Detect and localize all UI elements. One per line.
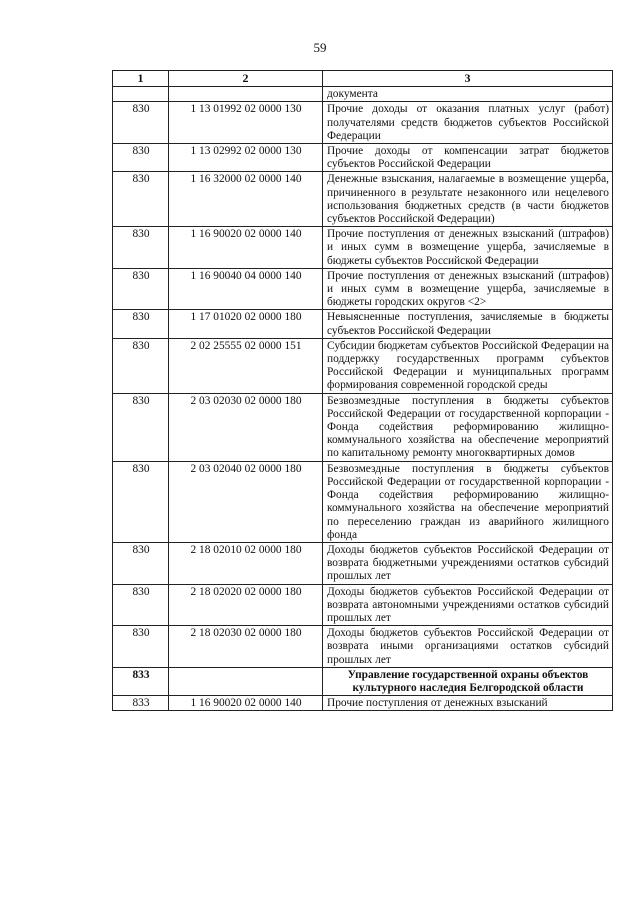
table-row [113,626,613,668]
budget-classification-code-cell: 2 18 02030 02 0000 180 [169,626,323,668]
revenue-description-cell: Доходы бюджетов субъектов Российской Федерации от возврата бюджетными учреждениями остатков субсидий прошлых лет [323,542,613,584]
page-number: 59 [313,40,327,55]
revenue-description-cell: Доходы бюджетов субъектов Российской Федерации от возврата иными организациями остатков субсидий прошлых лет [323,626,613,668]
budget-classification-code-cell: 1 13 02992 02 0000 130 [169,144,323,172]
budget-classification-code-cell [169,87,323,102]
admin-code-cell: 830 [113,268,169,310]
budget-classification-code-cell: 1 16 90040 04 0000 140 [169,268,323,310]
admin-code-cell: 830 [113,144,169,172]
revenue-description-cell: Невыясненные поступления, зачисляемые в бюджеты субъектов Российской Федерации [323,310,613,338]
budget-classification-code-cell: 2 18 02020 02 0000 180 [169,584,323,626]
table-row [113,87,613,102]
admin-code-cell: 830 [113,102,169,144]
table-row [113,584,613,626]
budget-classification-code-cell: 1 16 32000 02 0000 140 [169,172,323,227]
table-header-row [113,71,613,87]
table-row [113,542,613,584]
table-row [113,172,613,227]
revenue-description-cell: Прочие поступления от денежных взысканий [323,696,613,711]
revenue-description-cell: Управление государственной охраны объектов культурного наследия Белгородской области [323,667,613,695]
revenue-description-cell: Денежные взыскания, налагаемые в возмещение ущерба, причиненного в результате незаконного или нецелевого использования бюджетных средств (в части бюджетов субъектов Российской Федерации) [323,172,613,227]
revenue-description-cell: Доходы бюджетов субъектов Российской Федерации от возврата автономными учреждениями остатков субсидий прошлых лет [323,584,613,626]
table-row [113,102,613,144]
budget-classification-code-cell: 2 02 25555 02 0000 151 [169,338,323,393]
revenue-description-cell: Прочие доходы от оказания платных услуг (работ) получателями средств бюджетов субъектов Российской Федерации [323,102,613,144]
revenue-description-cell: Прочие поступления от денежных взысканий (штрафов) и иных сумм в возмещение ущерба, зачисляемые в бюджеты субъектов Российской Федерации [323,227,613,269]
revenue-codes-table [112,70,613,711]
table-row [113,338,613,393]
table-row [113,268,613,310]
table-row [113,461,613,542]
revenue-description-cell: Субсидии бюджетам субъектов Российской Федерации на поддержку государственных программ субъектов Российской Федерации и муниципальных программ формирования современной городской среды [323,338,613,393]
revenue-description-cell: Безвозмездные поступления в бюджеты субъектов Российской Федерации от государственной корпорации - Фонда содействия реформированию жилищно-коммунального хозяйства на обеспечение мероприятий по переселению граждан из аварийного жилищного фонда [323,461,613,542]
column-header-3: 3 [323,71,613,87]
column-header-2: 2 [169,71,323,87]
admin-code-cell: 833 [113,696,169,711]
admin-code-cell: 830 [113,227,169,269]
table-row [113,227,613,269]
budget-classification-code-cell [169,667,323,695]
budget-classification-code-cell: 2 03 02030 02 0000 180 [169,393,323,461]
table-row [113,310,613,338]
budget-classification-code-cell: 2 18 02010 02 0000 180 [169,542,323,584]
admin-code-cell: 833 [113,667,169,695]
table-row [113,696,613,711]
table-row [113,667,613,695]
admin-code-cell: 830 [113,393,169,461]
revenue-description-cell: Прочие поступления от денежных взысканий (штрафов) и иных сумм в возмещение ущерба, зачисляемые в бюджеты городских округов <2> [323,268,613,310]
admin-code-cell: 830 [113,172,169,227]
admin-code-cell: 830 [113,461,169,542]
budget-classification-code-cell: 1 13 01992 02 0000 130 [169,102,323,144]
admin-code-cell [113,87,169,102]
budget-classification-code-cell: 1 16 90020 02 0000 140 [169,696,323,711]
admin-code-cell: 830 [113,584,169,626]
admin-code-cell: 830 [113,542,169,584]
admin-code-cell: 830 [113,626,169,668]
admin-code-cell: 830 [113,338,169,393]
table-row [113,393,613,461]
revenue-description-cell: Безвозмездные поступления в бюджеты субъектов Российской Федерации от государственной корпорации - Фонда содействия реформированию жилищно-коммунального хозяйства на обеспечение мероприятий по капитальному ремонту многоквартирных домов [323,393,613,461]
revenue-description-cell: документа [323,87,613,102]
table-row [113,144,613,172]
budget-classification-code-cell: 2 03 02040 02 0000 180 [169,461,323,542]
column-header-1: 1 [113,71,169,87]
budget-classification-code-cell: 1 17 01020 02 0000 180 [169,310,323,338]
admin-code-cell: 830 [113,310,169,338]
budget-classification-code-cell: 1 16 90020 02 0000 140 [169,227,323,269]
revenue-description-cell: Прочие доходы от компенсации затрат бюджетов субъектов Российской Федерации [323,144,613,172]
